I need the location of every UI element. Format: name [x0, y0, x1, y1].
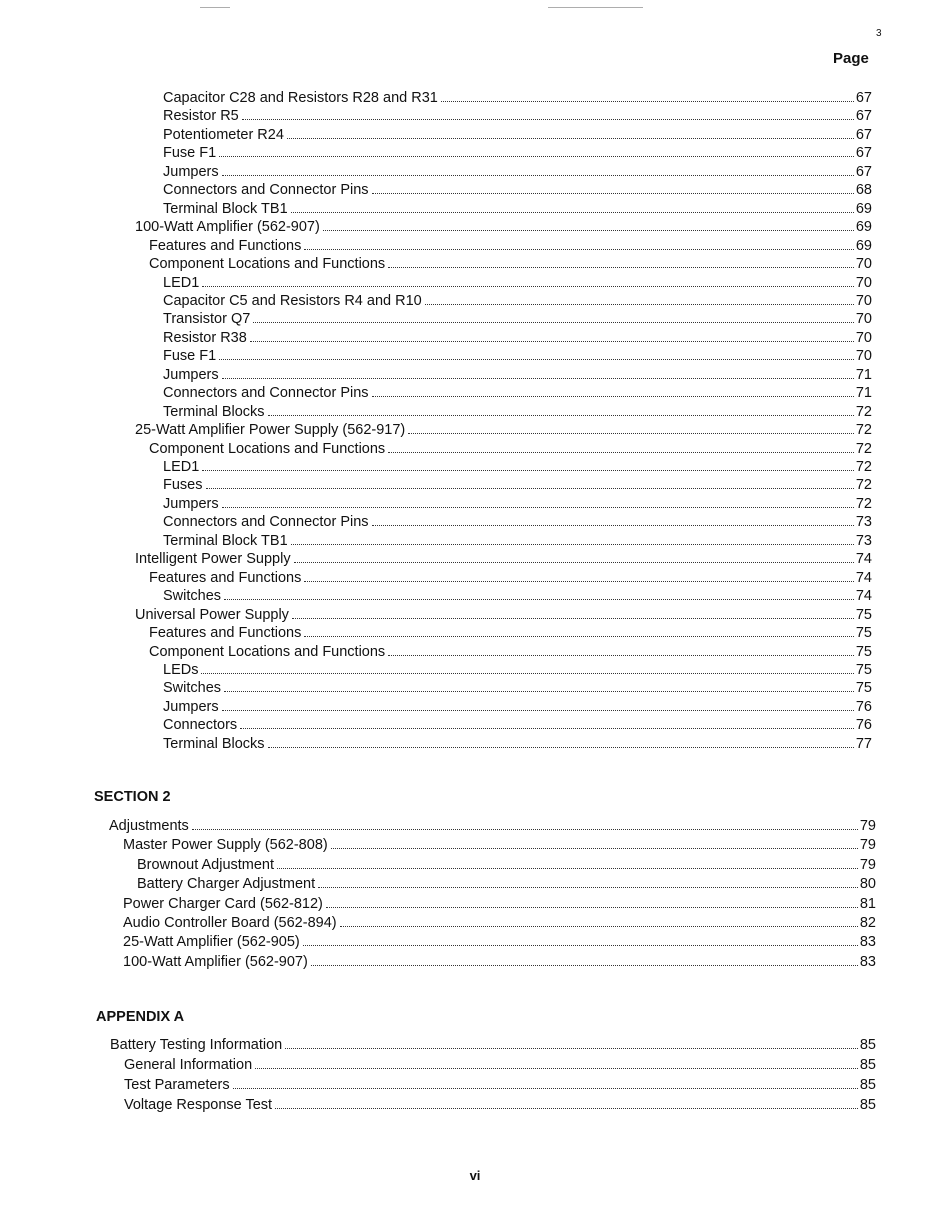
toc-entry-title: Potentiometer R24 [163, 126, 284, 143]
toc-entry [137, 856, 876, 874]
toc-entry [163, 495, 872, 513]
toc-entry-page: 75 [855, 625, 872, 642]
toc-entry-page: 81 [859, 895, 876, 912]
toc-entry-page: 70 [855, 329, 872, 346]
toc-entry [110, 1036, 876, 1054]
toc-entry-page: 75 [855, 643, 872, 660]
toc-entry [109, 817, 876, 835]
toc-entry-title: Connectors and Connector Pins [163, 385, 369, 402]
toc-entry-page: 73 [855, 532, 872, 549]
dot-leader [206, 487, 854, 489]
toc-entry [163, 403, 872, 421]
toc-entry-title: Transistor Q7 [163, 311, 251, 328]
dot-leader [222, 709, 854, 711]
dot-leader [255, 1067, 858, 1069]
toc-entry-page: 71 [855, 366, 872, 383]
toc-entry [163, 274, 872, 292]
toc-entry [163, 698, 872, 716]
toc-entry-title: Resistor R38 [163, 329, 247, 346]
dot-leader [219, 155, 854, 157]
dot-leader [287, 137, 854, 139]
toc-entry [163, 716, 872, 734]
dot-leader [425, 303, 854, 305]
toc-entry [163, 458, 872, 476]
toc-entry [149, 624, 872, 642]
dot-leader [277, 867, 858, 869]
toc-entry [163, 126, 872, 144]
toc-entry [163, 329, 872, 347]
toc-entry-title: Battery Charger Adjustment [137, 876, 316, 893]
toc-entry [123, 836, 876, 854]
toc-entry-page: 75 [855, 680, 872, 697]
toc-entry [163, 476, 872, 494]
toc-entry-title: Test Parameters [124, 1077, 230, 1093]
dot-leader [408, 432, 854, 434]
toc-entry-title: Power Charger Card (562-812) [123, 895, 323, 912]
toc-entry-title: LED1 [163, 459, 200, 475]
dot-leader [318, 886, 858, 888]
scan-artifact-line [548, 7, 643, 8]
toc-entry-page: 70 [855, 348, 872, 365]
dot-leader [291, 543, 854, 545]
dot-leader [340, 925, 858, 927]
toc-entry-title: Universal Power Supply [135, 606, 289, 623]
toc-entry-title: Jumpers [163, 163, 219, 180]
dot-leader [202, 469, 854, 471]
appendix-a-heading: APPENDIX A [96, 1009, 185, 1025]
toc-entry-page: 83 [859, 934, 876, 951]
toc-entry [163, 366, 872, 384]
toc-entry [123, 895, 876, 913]
dot-leader [224, 598, 854, 600]
toc-entry-title: Fuses [163, 477, 203, 494]
toc-entry-page: 67 [855, 126, 872, 143]
dot-leader [222, 377, 854, 379]
toc-entry-page: 85 [859, 1097, 876, 1113]
toc-entry [135, 421, 872, 439]
toc-entry [163, 181, 872, 199]
dot-leader [275, 1107, 858, 1109]
toc-entry-title: Audio Controller Board (562-894) [123, 915, 337, 931]
toc-entry-title: Capacitor C5 and Resistors R4 and R10 [163, 292, 422, 309]
dot-leader [233, 1087, 858, 1089]
toc-entry-title: Capacitor C28 and Resistors R28 and R31 [163, 90, 438, 106]
toc-entry-title: Adjustments [109, 818, 189, 834]
toc-entry-page: 79 [859, 837, 876, 854]
toc-entry-page: 76 [855, 698, 872, 715]
corner-mark: 3 [876, 28, 882, 39]
toc-entry-title: Component Locations and Functions [149, 440, 386, 457]
toc-entry [163, 532, 872, 550]
scan-artifact-line [200, 7, 230, 8]
toc-entry-title: Connectors and Connector Pins [163, 182, 369, 199]
toc-entry [149, 643, 872, 661]
toc-entry [163, 292, 872, 310]
toc-entry-page: 72 [855, 495, 872, 512]
toc-entry-title: Component Locations and Functions [149, 256, 386, 273]
dot-leader [331, 847, 858, 849]
toc-entry-title: Fuse F1 [163, 348, 217, 365]
dot-leader [253, 321, 854, 323]
toc-entry [163, 144, 872, 162]
toc-entry [123, 933, 876, 951]
toc-entry-page: 67 [855, 108, 872, 125]
toc-entry-page: 67 [855, 90, 872, 106]
toc-entry-title: 25-Watt Amplifier Power Supply (562-917) [135, 422, 406, 439]
toc-entry-page: 79 [859, 818, 876, 834]
dot-leader [224, 690, 854, 692]
dot-leader [250, 340, 854, 342]
dot-leader [372, 524, 854, 526]
toc-entry-page: 70 [855, 292, 872, 309]
dot-leader [304, 248, 854, 250]
dot-leader [268, 746, 854, 748]
toc-entry [163, 679, 872, 697]
page-column-label: Page [833, 50, 869, 67]
toc-entry-title: Intelligent Power Supply [135, 551, 291, 568]
toc-entry-title: 100-Watt Amplifier (562-907) [135, 219, 320, 236]
toc-entry-title: Terminal Block TB1 [163, 200, 288, 217]
toc-entry-title: Resistor R5 [163, 108, 239, 125]
toc-entry-title: General Information [124, 1057, 253, 1073]
toc-entry-title: Terminal Blocks [163, 735, 265, 752]
toc-entry [137, 875, 876, 893]
toc-entry-title: Voltage Response Test [124, 1097, 273, 1113]
dot-leader [304, 635, 854, 637]
toc-entry-title: LEDs [163, 661, 199, 678]
toc-entry [124, 1056, 876, 1074]
toc-entry-page: 72 [855, 477, 872, 494]
toc-entry-page: 74 [855, 551, 872, 568]
dot-leader [291, 211, 854, 213]
toc-entry-page: 70 [855, 274, 872, 291]
toc-entry [149, 440, 872, 458]
toc-entry-page: 74 [855, 588, 872, 605]
toc-entry-page: 69 [855, 237, 872, 254]
toc-entry [163, 200, 872, 218]
toc-entry-page: 83 [859, 953, 876, 970]
toc-entry-title: Terminal Blocks [163, 403, 265, 420]
toc-entry [163, 347, 872, 365]
dot-leader [242, 118, 854, 120]
toc-entry-page: 69 [855, 200, 872, 217]
toc-entry-page: 69 [855, 219, 872, 236]
toc-entry-page: 85 [859, 1037, 876, 1053]
toc-entry-page: 72 [855, 459, 872, 475]
dot-leader [240, 727, 854, 729]
toc-entry [135, 218, 872, 236]
toc-entry-title: Master Power Supply (562-808) [123, 837, 328, 854]
toc-entry [124, 1076, 876, 1094]
toc-entry-title: Features and Functions [149, 569, 302, 586]
dot-leader [304, 580, 854, 582]
toc-entry-title: Connectors and Connector Pins [163, 514, 369, 531]
dot-leader [323, 229, 854, 231]
toc-entry [163, 310, 872, 328]
toc-entry-page: 82 [859, 915, 876, 931]
dot-leader [303, 944, 858, 946]
toc-entry [163, 661, 872, 679]
toc-entry-title: Brownout Adjustment [137, 856, 275, 873]
dot-leader [388, 451, 854, 453]
dot-leader [222, 174, 854, 176]
dot-leader [202, 285, 854, 287]
toc-entry-title: LED1 [163, 274, 200, 291]
toc-entry [149, 237, 872, 255]
toc-entry-page: 73 [855, 514, 872, 531]
dot-leader [219, 358, 854, 360]
section-2-heading: SECTION 2 [94, 789, 171, 805]
toc-entry-page: 71 [855, 385, 872, 402]
dot-leader [311, 964, 858, 966]
toc-entry-page: 77 [855, 735, 872, 752]
toc-entry-title: Jumpers [163, 698, 219, 715]
toc-entry-page: 75 [855, 661, 872, 678]
dot-leader [326, 906, 858, 908]
toc-entry [163, 163, 872, 181]
toc-entry-page: 72 [855, 403, 872, 420]
dot-leader [201, 672, 853, 674]
dot-leader [268, 414, 854, 416]
toc-entry-page: 80 [859, 876, 876, 893]
dot-leader [285, 1047, 858, 1049]
toc-entry-title: Fuse F1 [163, 145, 217, 162]
toc-entry [163, 89, 872, 107]
toc-entry-page: 85 [859, 1057, 876, 1073]
toc-entry-page: 70 [855, 311, 872, 328]
dot-leader [294, 561, 854, 563]
toc-entry-title: Features and Functions [149, 237, 302, 254]
toc-entry [163, 107, 872, 125]
toc-entry-title: Battery Testing Information [110, 1037, 283, 1053]
dot-leader [222, 506, 854, 508]
dot-leader [441, 100, 854, 102]
toc-entry-page: 67 [855, 163, 872, 180]
toc-entry-title: Component Locations and Functions [149, 643, 386, 660]
toc-entry-title: Connectors [163, 717, 238, 734]
toc-entry [149, 569, 872, 587]
toc-entry [149, 255, 872, 273]
toc-entry-page: 72 [855, 422, 872, 439]
dot-leader [192, 828, 858, 830]
toc-entry [123, 914, 876, 932]
toc-entry-page: 68 [855, 182, 872, 199]
toc-entry-title: Switches [163, 680, 222, 697]
toc-entry [123, 953, 876, 971]
toc-entry [124, 1096, 876, 1114]
toc-entry-page: 76 [855, 717, 872, 734]
footer-page-number: vi [469, 1168, 481, 1183]
dot-leader [372, 192, 854, 194]
toc-entry [135, 606, 872, 624]
dot-leader [372, 395, 854, 397]
toc-entry-page: 72 [855, 440, 872, 457]
toc-entry-page: 79 [859, 856, 876, 873]
toc-entry-title: Terminal Block TB1 [163, 532, 288, 549]
toc-entry-page: 70 [855, 256, 872, 273]
toc-entry-title: 100-Watt Amplifier (562-907) [123, 953, 308, 970]
toc-entry-title: Jumpers [163, 495, 219, 512]
toc-entry [163, 513, 872, 531]
dot-leader [388, 654, 854, 656]
toc-entry-title: Features and Functions [149, 625, 302, 642]
toc-entry-title: Switches [163, 588, 222, 605]
dot-leader [388, 266, 854, 268]
toc-entry-page: 74 [855, 569, 872, 586]
toc-entry-page: 75 [855, 606, 872, 623]
toc-entry-title: Jumpers [163, 366, 219, 383]
toc-entry [163, 735, 872, 753]
toc-entry-page: 67 [855, 145, 872, 162]
toc-entry [163, 587, 872, 605]
toc-entry-page: 85 [859, 1077, 876, 1093]
toc-entry [135, 550, 872, 568]
toc-entry [163, 384, 872, 402]
toc-entry-title: 25-Watt Amplifier (562-905) [123, 934, 300, 951]
dot-leader [292, 617, 854, 619]
